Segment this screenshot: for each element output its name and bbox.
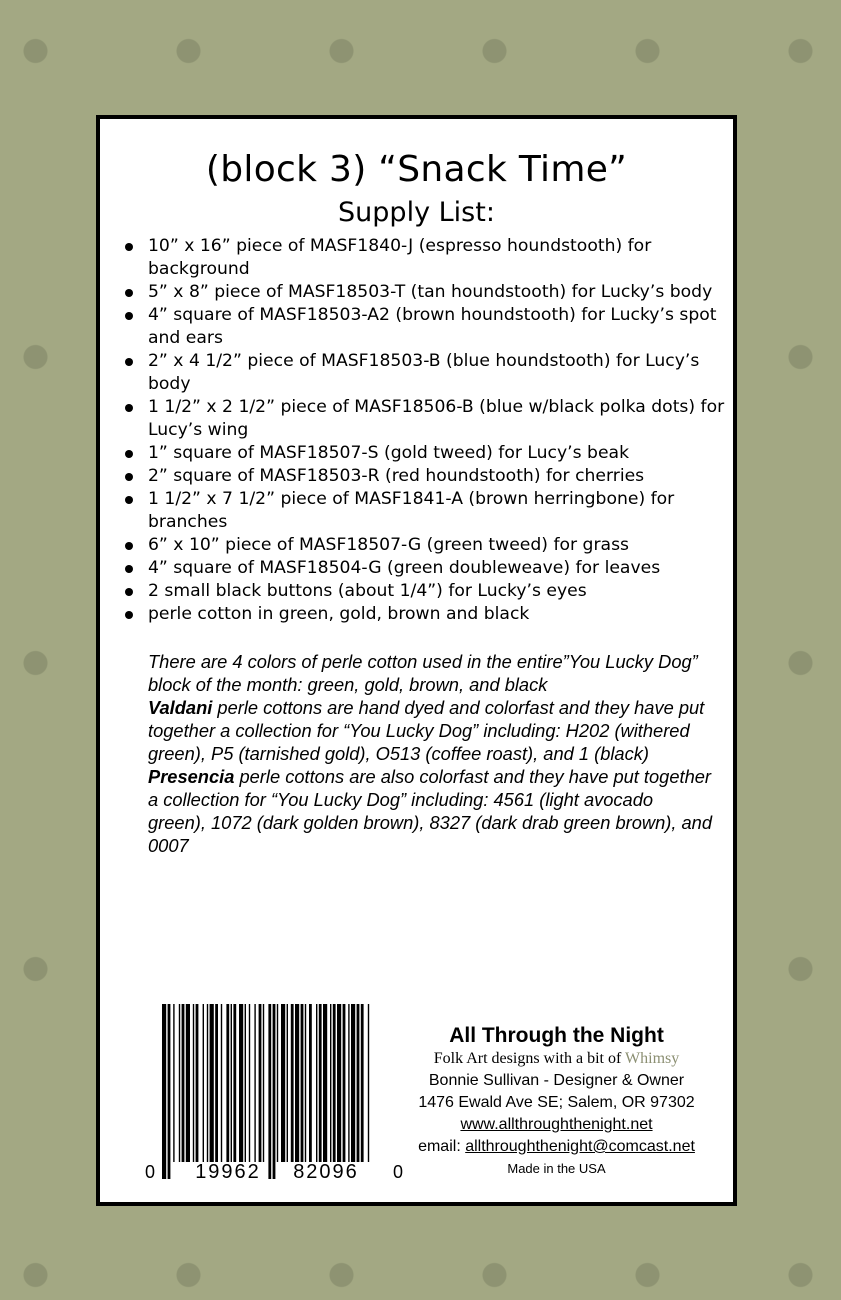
barcode-bar (263, 1004, 264, 1162)
barcode-bar (319, 1004, 322, 1162)
presencia-brand: Presencia (148, 766, 235, 787)
barcode-bar (291, 1004, 294, 1162)
notes-intro: There are 4 colors of perle cotton used in the entire”You Lucky Dog” block of the month: green, gold, brown, and black (148, 651, 698, 695)
barcode-bar (357, 1004, 360, 1162)
supply-list (148, 235, 728, 626)
barcode-digit-left: 0 (144, 1162, 156, 1182)
supply-item: 10” x 16” piece of MASF1840-J (espresso houndstooth) for background (148, 235, 728, 281)
barcode-bar (226, 1004, 229, 1162)
barcode-bar (305, 1004, 306, 1162)
email-label: email: (418, 1138, 466, 1155)
company-tagline (400, 1048, 713, 1070)
barcode-bar (281, 1004, 285, 1162)
barcode-bar (259, 1004, 262, 1162)
supply-item: 1 1/2” x 7 1/2” piece of MASF1841-A (brown herringbone) for branches (148, 488, 728, 534)
barcode-bars (162, 1004, 369, 1179)
supply-item: 6” x 10” piece of MASF18507-G (green tweed) for grass (148, 534, 728, 557)
upc-barcode (140, 1004, 404, 1184)
barcode-bar (215, 1004, 218, 1162)
barcode-bar (295, 1004, 299, 1162)
tagline-prefix: Folk Art designs with a bit of (433, 1050, 626, 1067)
barcode-bar (351, 1004, 355, 1162)
company-info (400, 1024, 713, 1180)
designer-line: Bonnie Sullivan - Designer & Owner (428, 1072, 685, 1089)
barcode-bar (203, 1004, 204, 1162)
barcode-bar (207, 1004, 208, 1162)
barcode-bar (277, 1004, 278, 1162)
barcode-digits-group1: 19962 (195, 1161, 261, 1183)
valdani-text: perle cottons are hand dyed and colorfast and they have put together a collection for “You Lucky Dog” including: H202 (withered green), P5 (tarnished gold), O513 (coffee roast), and 1 (black) (148, 697, 705, 764)
address-line: 1476 Ewald Ave SE; Salem, OR 97302 (418, 1094, 695, 1111)
barcode-bar (186, 1004, 190, 1162)
barcode-bar (182, 1004, 185, 1162)
barcode-bar (343, 1004, 346, 1162)
barcode-bar (221, 1004, 222, 1162)
barcode-bar (368, 1004, 369, 1162)
presencia-text: perle cottons are also colorfast and they have put together a collection for “You Lucky Dog” including: 4561 (light avocado green), 1072 (dark golden brown), 8327 (dark drab green brown), and 0007 (148, 766, 713, 856)
barcode-bar (316, 1004, 317, 1162)
supply-item: 2” square of MASF18503-R (red houndstooth) for cherries (148, 465, 728, 488)
block-title: (block 3) “Snack Time” (205, 149, 628, 190)
barcode-bar (337, 1004, 341, 1162)
supply-item: 4” square of MASF18503-A2 (brown houndstooth) for Lucky’s spot and ears (148, 304, 728, 350)
website-link[interactable]: www.allthroughthenight.net (460, 1116, 653, 1133)
barcode-bar (245, 1004, 246, 1162)
barcode-bar (273, 1004, 276, 1179)
supply-item: 2” x 4 1/2” piece of MASF18503-B (blue houndstooth) for Lucy’s body (148, 350, 728, 396)
valdani-brand: Valdani (148, 697, 213, 718)
tagline-whimsy: Whimsy (625, 1050, 680, 1067)
barcode-bar (348, 1004, 349, 1162)
barcode-bar (233, 1004, 236, 1162)
email-link[interactable]: allthroughthenight@comcast.net (465, 1138, 695, 1155)
barcode-bar (361, 1004, 364, 1162)
barcode-bar (330, 1004, 331, 1162)
barcode-bar (239, 1004, 243, 1162)
barcode-bar (210, 1004, 214, 1162)
barcode-bar (323, 1004, 327, 1162)
barcode-bar (287, 1004, 288, 1162)
supply-list-heading: Supply List: (338, 197, 495, 228)
barcode-bar (309, 1004, 312, 1162)
made-in-usa: Made in the USA (507, 1161, 606, 1176)
supply-card (96, 115, 737, 1206)
supply-item: 2 small black buttons (about 1/4”) for Lucky’s eyes (148, 580, 728, 603)
barcode-bar (179, 1004, 180, 1162)
company-name: All Through the Night (449, 1024, 664, 1047)
barcode-bar (173, 1004, 174, 1162)
supply-item: 5” x 8” piece of MASF18503-T (tan houndstooth) for Lucky’s body (148, 281, 728, 304)
perle-cotton-notes (148, 650, 713, 857)
barcode-bar (254, 1004, 255, 1162)
supply-item: 4” square of MASF18504-G (green doubleweave) for leaves (148, 557, 728, 580)
barcode-bar (162, 1004, 166, 1179)
supply-item: 1” square of MASF18507-S (gold tweed) for Lucy’s beak (148, 442, 728, 465)
barcode-bar (196, 1004, 199, 1162)
barcode-digit-right: 0 (392, 1162, 404, 1182)
barcode-digits-group2: 82096 (293, 1161, 359, 1183)
barcode-bar (231, 1004, 232, 1162)
notes-valdani (148, 696, 713, 765)
barcode-bar (268, 1004, 271, 1179)
barcode-bar (249, 1004, 250, 1162)
email-line (400, 1136, 713, 1158)
barcode-bar (301, 1004, 304, 1162)
barcode-bar (168, 1004, 171, 1179)
supply-item: perle cotton in green, gold, brown and black (148, 603, 728, 626)
notes-presencia (148, 765, 713, 857)
supply-item: 1 1/2” x 2 1/2” piece of MASF18506-B (blue w/black polka dots) for Lucy’s wing (148, 396, 728, 442)
barcode-bar (193, 1004, 194, 1162)
barcode-bar (333, 1004, 336, 1162)
